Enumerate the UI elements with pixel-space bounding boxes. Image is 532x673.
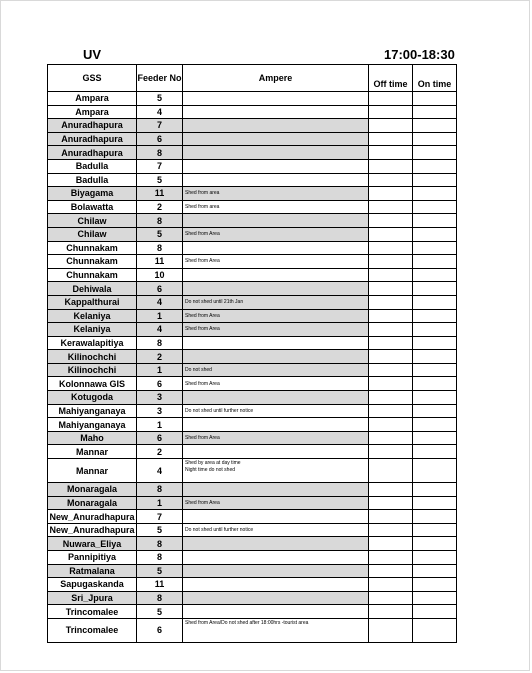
gss-cell: Bolawatta [48,200,137,214]
feeder-cell: 4 [137,323,183,337]
feeder-cell: 1 [137,496,183,510]
ampere-cell [183,551,369,565]
table-row [48,295,457,309]
ampere-cell [183,510,369,524]
table-row [48,214,457,228]
table-row [48,92,457,106]
gss-cell: Chunnakam [48,241,137,255]
ampere-cell [183,431,369,445]
ampere-note: Shed from Area [185,231,220,238]
on-time-cell [413,418,457,432]
table-header-row [48,65,457,92]
on-time-cell [413,377,457,391]
schedule-title: UV [83,47,102,62]
off-time-cell [369,159,413,173]
ampere-cell [183,483,369,497]
gss-cell: Kappalthurai [48,295,137,309]
feeder-cell: 10 [137,268,183,282]
gss-cell: Ratmalana [48,564,137,578]
on-time-cell [413,591,457,605]
on-time-cell [413,159,457,173]
ampere-cell [183,496,369,510]
off-time-cell [369,350,413,364]
off-time-cell [369,268,413,282]
gss-cell: Ampara [48,105,137,119]
gss-cell: Pannipitiya [48,551,137,565]
table-row [48,418,457,432]
gss-cell: Kotugoda [48,391,137,405]
ampere-cell [183,159,369,173]
ampere-note: Shed from Area [185,258,220,265]
gss-cell: Kilinochchi [48,363,137,377]
gss-cell: Anuradhapura [48,132,137,146]
gss-cell: Monaragala [48,483,137,497]
table-row [48,459,457,483]
feeder-cell: 8 [137,214,183,228]
table-row [48,146,457,160]
col-header-feeder: Feeder No [137,65,183,92]
feeder-cell: 7 [137,119,183,133]
ampere-note-line2: Night time do not shed [185,467,236,474]
feeder-cell: 8 [137,336,183,350]
feeder-cell: 8 [137,537,183,551]
table-row [48,377,457,391]
feeder-cell: 6 [137,431,183,445]
on-time-cell [413,119,457,133]
ampere-note: Shed from Area [185,380,220,387]
off-time-cell [369,537,413,551]
ampere-cell [183,132,369,146]
feeder-cell: 5 [137,92,183,106]
off-time-cell [369,227,413,241]
ampere-note: Shed from area [185,204,220,211]
ampere-cell [183,336,369,350]
feeder-cell: 7 [137,159,183,173]
table-row [48,564,457,578]
on-time-cell [413,618,457,642]
gss-cell: Maho [48,431,137,445]
table-row [48,510,457,524]
table-row [48,323,457,337]
ampere-cell [183,350,369,364]
on-time-cell [413,523,457,537]
feeder-cell: 8 [137,591,183,605]
off-time-cell [369,578,413,592]
on-time-cell [413,255,457,269]
feeder-cell: 2 [137,350,183,364]
ampere-cell [183,187,369,201]
off-time-cell [369,105,413,119]
off-time-cell [369,295,413,309]
ampere-cell [183,105,369,119]
on-time-cell [413,92,457,106]
table-row [48,578,457,592]
on-time-cell [413,564,457,578]
table-row [48,551,457,565]
ampere-cell [183,578,369,592]
on-time-cell [413,459,457,483]
feeder-cell: 8 [137,551,183,565]
gss-cell: Trincomalee [48,618,137,642]
gss-cell: Anuradhapura [48,119,137,133]
gss-cell: Kilinochchi [48,350,137,364]
feeder-cell: 1 [137,418,183,432]
table-row [48,173,457,187]
on-time-cell [413,537,457,551]
off-time-cell [369,483,413,497]
feeder-cell: 5 [137,605,183,619]
table-row [48,404,457,418]
table-row [48,336,457,350]
ampere-cell [183,119,369,133]
feeder-cell: 8 [137,483,183,497]
off-time-cell [369,282,413,296]
ampere-note: Shed from area [185,190,220,197]
ampere-cell [183,377,369,391]
on-time-cell [413,241,457,255]
gss-cell: Ampara [48,92,137,106]
gss-cell: Nuwara_Eliya [48,537,137,551]
off-time-cell [369,459,413,483]
off-time-cell [369,214,413,228]
feeder-cell: 4 [137,295,183,309]
on-time-cell [413,336,457,350]
feeder-cell: 6 [137,618,183,642]
feeder-cell: 6 [137,132,183,146]
ampere-cell [183,404,369,418]
off-time-cell [369,132,413,146]
on-time-cell [413,132,457,146]
ampere-note: Shed from Area [185,326,220,333]
on-time-cell [413,578,457,592]
off-time-cell [369,496,413,510]
off-time-cell [369,173,413,187]
feeder-cell: 3 [137,391,183,405]
table-row [48,159,457,173]
on-time-cell [413,363,457,377]
gss-cell: Kerawalapitiya [48,336,137,350]
feeder-cell: 2 [137,200,183,214]
gss-cell: Badulla [48,159,137,173]
off-time-cell [369,241,413,255]
feeder-cell: 11 [137,187,183,201]
col-header-off-time: Off time [369,65,413,92]
on-time-cell [413,496,457,510]
ampere-cell [183,214,369,228]
ampere-cell [183,241,369,255]
gss-cell: Chunnakam [48,268,137,282]
on-time-cell [413,431,457,445]
gss-cell: Dehiwala [48,282,137,296]
ampere-note: Shed from Area/Do not shed after 18:00hrs -tourist area [185,619,309,626]
gss-cell: Sapugaskanda [48,578,137,592]
off-time-cell [369,391,413,405]
ampere-note: Shed from Area [185,499,220,506]
on-time-cell [413,483,457,497]
ampere-cell [183,523,369,537]
ampere-cell [183,92,369,106]
ampere-cell [183,363,369,377]
ampere-cell [183,295,369,309]
gss-cell: New_Anuradhapura [49,511,135,522]
table-row [48,391,457,405]
feeder-cell: 5 [137,564,183,578]
gss-cell: Mannar [48,459,137,483]
table-row [48,537,457,551]
gss-cell: Chunnakam [48,255,137,269]
table-row [48,282,457,296]
gss-cell: Badulla [48,173,137,187]
on-time-cell [413,214,457,228]
on-time-cell [413,173,457,187]
on-time-cell [413,295,457,309]
feeder-cell: 7 [137,510,183,524]
ampere-cell [183,282,369,296]
off-time-cell [369,146,413,160]
ampere-cell [183,418,369,432]
off-time-cell [369,523,413,537]
on-time-cell [413,391,457,405]
on-time-cell [413,187,457,201]
ampere-cell [183,227,369,241]
table-row [48,309,457,323]
on-time-cell [413,445,457,459]
on-time-cell [413,510,457,524]
gss-cell: Chilaw [48,227,137,241]
gss-cell: Sri_Jpura [48,591,137,605]
off-time-cell [369,309,413,323]
off-time-cell [369,431,413,445]
ampere-cell [183,459,369,483]
table-row [48,241,457,255]
on-time-cell [413,282,457,296]
on-time-cell [413,350,457,364]
gss-cell: Chilaw [48,214,137,228]
table-row [48,496,457,510]
on-time-cell [413,268,457,282]
feeder-cell: 1 [137,363,183,377]
off-time-cell [369,255,413,269]
ampere-cell [183,391,369,405]
on-time-cell [413,323,457,337]
off-time-cell [369,363,413,377]
gss-cell: Biyagama [48,187,137,201]
table-row [48,350,457,364]
feeder-cell: 8 [137,146,183,160]
on-time-cell [413,404,457,418]
feeder-cell: 5 [137,173,183,187]
off-time-cell [369,445,413,459]
ampere-cell [183,200,369,214]
off-time-cell [369,551,413,565]
time-range: 17:00-18:30 [384,47,455,62]
feeder-table [47,64,457,643]
ampere-cell [183,591,369,605]
gss-cell: New_Anuradhapura [49,525,135,536]
off-time-cell [369,591,413,605]
ampere-cell [183,173,369,187]
off-time-cell [369,323,413,337]
table-row [48,268,457,282]
feeder-cell: 6 [137,377,183,391]
table-row [48,119,457,133]
feeder-cell: 11 [137,578,183,592]
off-time-cell [369,510,413,524]
off-time-cell [369,187,413,201]
ampere-note: Shed by area at day time [185,460,241,467]
col-header-ampere: Ampere [183,65,369,92]
table-row [48,105,457,119]
off-time-cell [369,92,413,106]
off-time-cell [369,200,413,214]
col-header-gss: GSS [48,65,137,92]
table-row [48,363,457,377]
feeder-cell: 4 [137,459,183,483]
on-time-cell [413,105,457,119]
gss-cell: Mannar [48,445,137,459]
gss-cell: Kelaniya [48,323,137,337]
off-time-cell [369,418,413,432]
ampere-cell [183,255,369,269]
table-row [48,483,457,497]
gss-cell: Kolonnawa GIS [48,377,137,391]
ampere-cell [183,445,369,459]
on-time-cell [413,227,457,241]
table-row [48,187,457,201]
feeder-cell: 5 [137,227,183,241]
on-time-cell [413,146,457,160]
ampere-cell [183,605,369,619]
ampere-note: Shed from Area [185,435,220,442]
ampere-note: Do not shed [185,367,212,374]
gss-cell: Kelaniya [48,309,137,323]
off-time-cell [369,605,413,619]
table-row [48,605,457,619]
off-time-cell [369,564,413,578]
on-time-cell [413,200,457,214]
feeder-cell: 5 [137,523,183,537]
ampere-note: Do not shed until further notice [185,527,254,534]
on-time-cell [413,309,457,323]
off-time-cell [369,404,413,418]
ampere-cell [183,146,369,160]
off-time-cell [369,377,413,391]
on-time-cell [413,551,457,565]
feeder-cell: 3 [137,404,183,418]
table-row [48,255,457,269]
feeder-cell: 4 [137,105,183,119]
off-time-cell [369,119,413,133]
gss-cell: Monaragala [48,496,137,510]
ampere-note: Shed from Area [185,312,220,319]
feeder-cell: 8 [137,241,183,255]
gss-cell: Anuradhapura [48,146,137,160]
gss-cell: Mahiyanganaya [48,404,137,418]
gss-cell: Trincomalee [48,605,137,619]
table-row [48,227,457,241]
ampere-cell [183,564,369,578]
ampere-cell [183,309,369,323]
table-row [48,523,457,537]
ampere-cell [183,323,369,337]
feeder-cell: 2 [137,445,183,459]
table-row [48,445,457,459]
feeder-cell: 11 [137,255,183,269]
col-header-on-time: On time [413,65,457,92]
ampere-cell [183,537,369,551]
feeder-cell: 6 [137,282,183,296]
on-time-cell [413,605,457,619]
table-row [48,618,457,642]
off-time-cell [369,336,413,350]
table-row [48,431,457,445]
ampere-cell [183,618,369,642]
table-row [48,200,457,214]
ampere-note: Do not shed until 21th Jan [185,299,244,306]
off-time-cell [369,618,413,642]
table-row [48,591,457,605]
table-row [48,132,457,146]
ampere-cell [183,268,369,282]
feeder-cell: 1 [137,309,183,323]
ampere-note: Do not shed until further notice [185,407,254,414]
gss-cell: Mahiyanganaya [48,418,137,432]
